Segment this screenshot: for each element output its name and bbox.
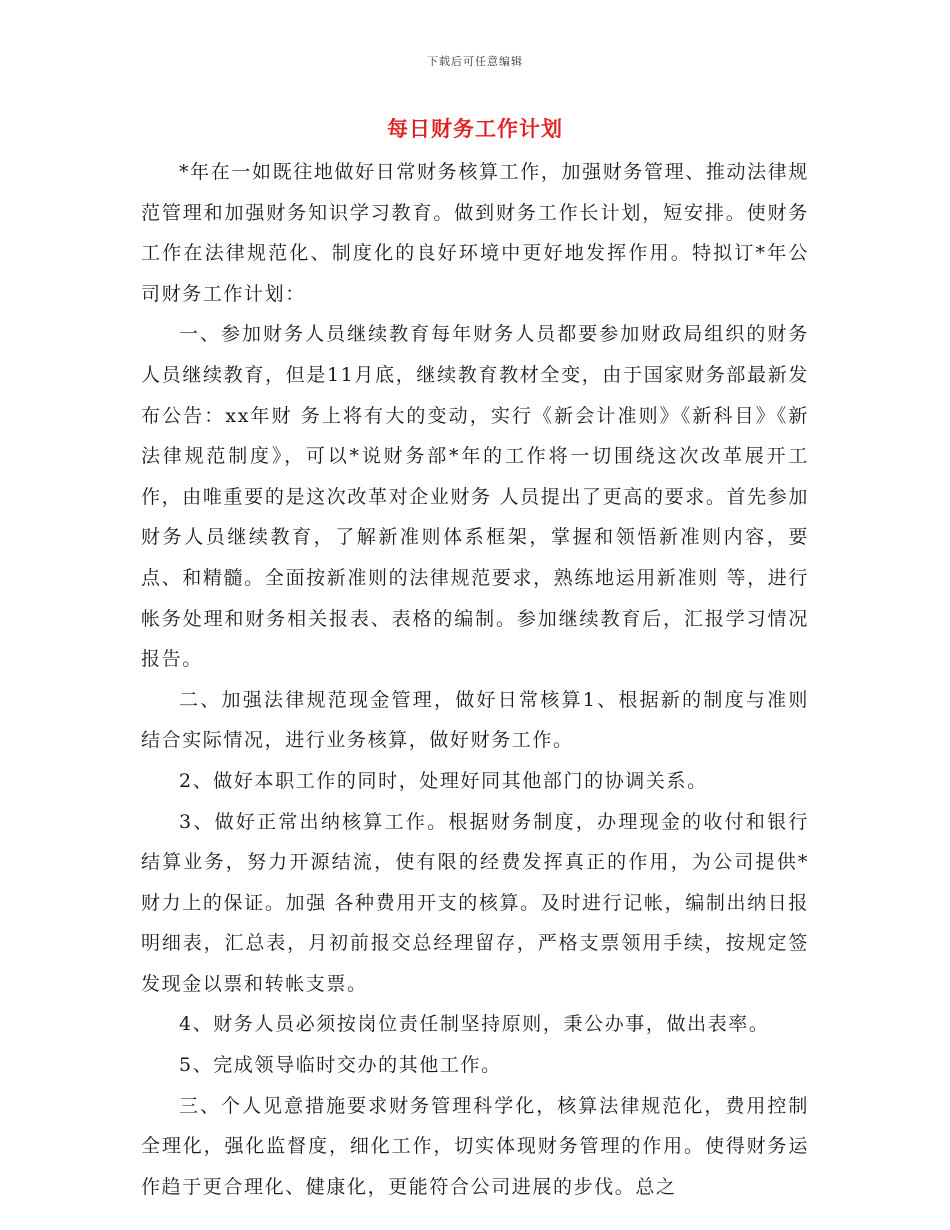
paragraph-section-1: 一、参加财务人员继续教育每年财务人员都要参加财政局组织的财务人员继续教育，但是11月底，继续教育教材全变，由于国家财务部最新发布公告：xx年财 务上将有大的变动，实行《新会计准则》《新科目》《新法律规范制度》，可以*说财务部*年的工作将一切围绕这次改革展开工作，由唯重要的是这次改革对企业财务 人员提出了更高的要求。首先参加财务人员继续教育，了解新准则体系框架，掌握和领悟新准则内容，要点、和精髓。全面按新准则的法律规范要求，熟练地运用新准则 等，进行帐务处理和财务相关报表、表格的编制。参加继续教育后，汇报学习情况报告。: [141, 323, 809, 671]
paragraph-item-2: 2、做好本职工作的同时，处理好同其他部门的协调关系。: [179, 769, 708, 792]
paragraph-item-4: 4、财务人员必须按岗位责任制坚持原则，秉公办事，做出表率。: [179, 1013, 770, 1036]
page-header-note: 下载后可任意编辑: [427, 55, 523, 68]
paragraph-item-3: 3、做好正常出纳核算工作。根据财务制度，办理现金的收付和银行结算业务，努力开源结流，使有限的经费发挥真正的作用，为公司提供*财力上的保证。加强 各种费用开支的核算。及时进行记帐，编制出纳日报明细表，汇总表，月初前报交总经理留存，严格支票领用手续，按规定签发现金以票和转帐支票。: [141, 810, 809, 995]
paragraph-section-3: 三、个人见意措施要求财务管理科学化，核算法律规范化，费用控制全理化，强化监督度，细化工作，切实体现财务管理的作用。使得财务运作趋于更合理化、健康化，更能符合公司进展的步伐。总之: [141, 1094, 809, 1198]
paragraph-item-5: 5、完成领导临时交办的其他工作。: [179, 1054, 502, 1077]
paragraph-intro: *年在一如既往地做好日常财务核算工作，加强财务管理、推动法律规范管理和加强财务知识学习教育。做到财务工作长计划，短安排。使财务工作在法律规范化、制度化的良好环境中更好地发挥作用。特拟订*年公司财务工作计划：: [141, 161, 809, 305]
document-title: 每日财务工作计划: [387, 116, 563, 141]
paragraph-section-2: 二、加强法律规范现金管理，做好日常核算1、根据新的制度与准则结合实际情况，进行业务核算，做好财务工作。: [141, 688, 809, 752]
document-body: [141, 152, 809, 1207]
